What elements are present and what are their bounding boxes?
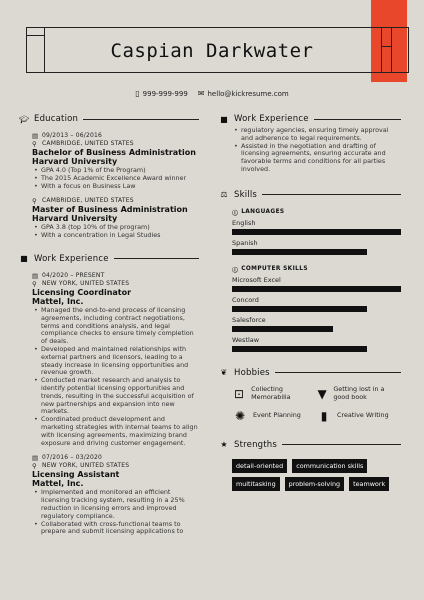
heading-rule [275, 372, 401, 373]
bullet: • Conducted market research and analysis to identify potential licensing opportunities and trends, resulting in the successful acquisition of new partnerships and expansion into new markets. [32, 377, 199, 416]
phone-icon: ▯ [135, 89, 140, 98]
education-entry [19, 197, 199, 240]
info-icon: ⓘ [232, 267, 239, 274]
heading-rule [282, 444, 401, 445]
contact-bar [0, 90, 424, 98]
envelope-icon: ✉ [197, 89, 205, 98]
skills-heading: ⚖ Skills [219, 188, 401, 202]
writing-icon: ▮ [320, 408, 328, 423]
degree-title: Bachelor of Business Administration [32, 148, 196, 157]
briefcase-icon: ■ [220, 114, 228, 124]
skill-level-bar [232, 346, 367, 352]
briefcase-icon: ■ [20, 254, 28, 264]
location-pin-icon: ⚲ [32, 197, 37, 206]
education-entry [19, 132, 199, 190]
location-pin-icon: ⚲ [32, 462, 37, 471]
graduation-cap-icon: 🎓︎ [19, 114, 30, 124]
skill-name: English [232, 218, 256, 227]
company-name: Mattel, Inc. [32, 479, 84, 489]
work-bullets-continued [219, 127, 401, 174]
education-heading: 🎓︎ Education [19, 112, 199, 126]
location-pin-icon: ⚲ [32, 279, 37, 288]
education-bullets [32, 167, 199, 190]
bullet: • GPA 4.0 (Top 1% of the Program) [32, 167, 199, 175]
info-icon: ⓘ [232, 210, 239, 217]
hobby-item: ▮ Creative Writing [316, 408, 400, 424]
hobby-item: ⊡ Collecting Memorabilia [232, 386, 316, 402]
hobby-item: ✺ Event Planning [232, 408, 316, 424]
strength-tag: teamwork [349, 477, 389, 491]
leaf-icon: ❦ [220, 368, 228, 378]
entry-dates: ▤ 07/2016 – 03/2020 [32, 454, 103, 463]
skill-level-bar [232, 286, 401, 292]
strength-tag: communication skills [292, 459, 367, 473]
bullet: • GPA 3.8 (top 10% of the program) [32, 224, 199, 232]
bullet-continued: • regulatory agencies, ensuring timely approval and adherence to legal requirements. [232, 127, 401, 143]
strengths-heading: ★ Strengths [219, 438, 401, 452]
phone-text: 999-999-999 [142, 90, 188, 98]
entry-location: ⚲ NEW YORK, UNITED STATES [32, 279, 130, 288]
skill-item [219, 296, 401, 312]
entry-dates: ▤ 04/2020 – PRESENT [32, 271, 105, 280]
work-experience-heading: ■ Work Experience [19, 252, 199, 266]
work-entry [19, 272, 199, 447]
bullet: • Assisted in the negotiation and drafting of licensing agreements, ensuring accurate and favorable terms and conditions for all parties involved. [232, 143, 401, 174]
languages-category: ⓘ LANGUAGES [232, 209, 285, 217]
bullet: • Implemented and monitored an efficient licensing tracking system, resulting in a 25% reduction in licensing errors and improved regulatory compliance. [32, 489, 199, 520]
header-frame-rule [26, 35, 44, 36]
skill-item [219, 316, 401, 332]
degree-title: Master of Business Administration [32, 205, 188, 215]
skill-name: Concord [232, 295, 259, 304]
bullet: • The 2015 Academic Excellence Award winner [32, 175, 199, 183]
skill-item [219, 239, 401, 255]
job-title: Licensing Coordinator [32, 287, 132, 297]
right-column [219, 112, 401, 491]
work-experience-continued-heading: ■ Work Experience [219, 112, 401, 126]
email-text[interactable]: hello@kickresume.com [207, 90, 289, 98]
bullet: • Collaborated with cross-functional teams to prepare and submit licensing applications to [32, 521, 199, 537]
company-name: Mattel, Inc. [32, 296, 84, 306]
strength-tag: problem-solving [285, 477, 344, 491]
hobbies-heading: ❦ Hobbies [219, 366, 401, 380]
contact-email[interactable] [198, 90, 289, 98]
skill-item [219, 219, 401, 235]
heading-rule [314, 119, 401, 120]
heading-rule [262, 194, 401, 195]
skill-level-bar [232, 326, 333, 332]
school-name: Harvard University [32, 157, 118, 166]
entry-dates: ▤ 09/2013 – 06/2016 [32, 132, 103, 140]
work-bullets [32, 307, 199, 447]
heading-rule [114, 258, 199, 259]
event-icon: ✺ [234, 408, 246, 423]
bullet: • Developed and maintained relationships with external partners and licensors, leading to a steady increase in licensing opportunities and revenue growth. [32, 346, 199, 377]
contact-phone [135, 90, 188, 98]
bullet: • Managed the end-to-end process of licensing agreements, including contract negotiations, terms and conditions analysis, and legal compliance checks to ensure timely completion of deals. [32, 307, 199, 346]
bullet: • Coordinated product development and marketing strategies with internal teams to align with licensing agreements, maximizing brand exposure and driving customer engagement. [32, 416, 199, 447]
computer-skills-category: ⓘ COMPUTER SKILLS [232, 266, 308, 274]
skill-name: Salesforce [232, 315, 266, 324]
skill-level-bar [232, 249, 367, 255]
star-icon: ★ [220, 440, 228, 450]
work-entry [19, 454, 199, 536]
strengths-tags [219, 459, 399, 491]
memorabilia-icon: ⊡ [234, 386, 245, 401]
skill-name: Microsoft Excel [232, 275, 281, 284]
strength-tag: multitasking [232, 477, 280, 491]
work-bullets [32, 489, 199, 536]
skill-level-bar [232, 229, 401, 235]
skill-item [219, 336, 401, 352]
hobby-item: ▼ Getting lost in a good book [317, 385, 385, 401]
location-pin-icon: ⚲ [32, 140, 37, 148]
heading-rule [83, 119, 199, 120]
entry-location: ⚲ CAMBRIDGE, UNITED STATES [32, 140, 134, 148]
skill-level-bar [232, 306, 367, 312]
skill-name: Spanish [232, 238, 258, 247]
education-bullets [32, 224, 199, 240]
entry-location: ⚲ CAMBRIDGE, UNITED STATES [32, 197, 134, 206]
book-icon: ▼ [317, 386, 327, 401]
calendar-icon: ▤ [32, 132, 39, 140]
calendar-icon: ▤ [32, 454, 39, 463]
calendar-icon: ▤ [32, 271, 39, 280]
skill-name: Westlaw [232, 335, 260, 344]
left-column [19, 112, 199, 536]
strength-tag: detail-oriented [232, 459, 287, 473]
hobbies-grid [219, 386, 401, 424]
job-title: Licensing Assistant [32, 470, 120, 480]
school-name: Harvard University [32, 214, 118, 224]
skills-icon: ⚖ [220, 190, 228, 200]
skill-item [219, 276, 401, 292]
bullet: • With a focus on Business Law [32, 183, 199, 191]
candidate-name: Caspian Darkwater [110, 40, 314, 62]
bullet: • With a concentration in Legal Studies [32, 232, 199, 240]
entry-location: ⚲ NEW YORK, UNITED STATES [32, 462, 130, 471]
